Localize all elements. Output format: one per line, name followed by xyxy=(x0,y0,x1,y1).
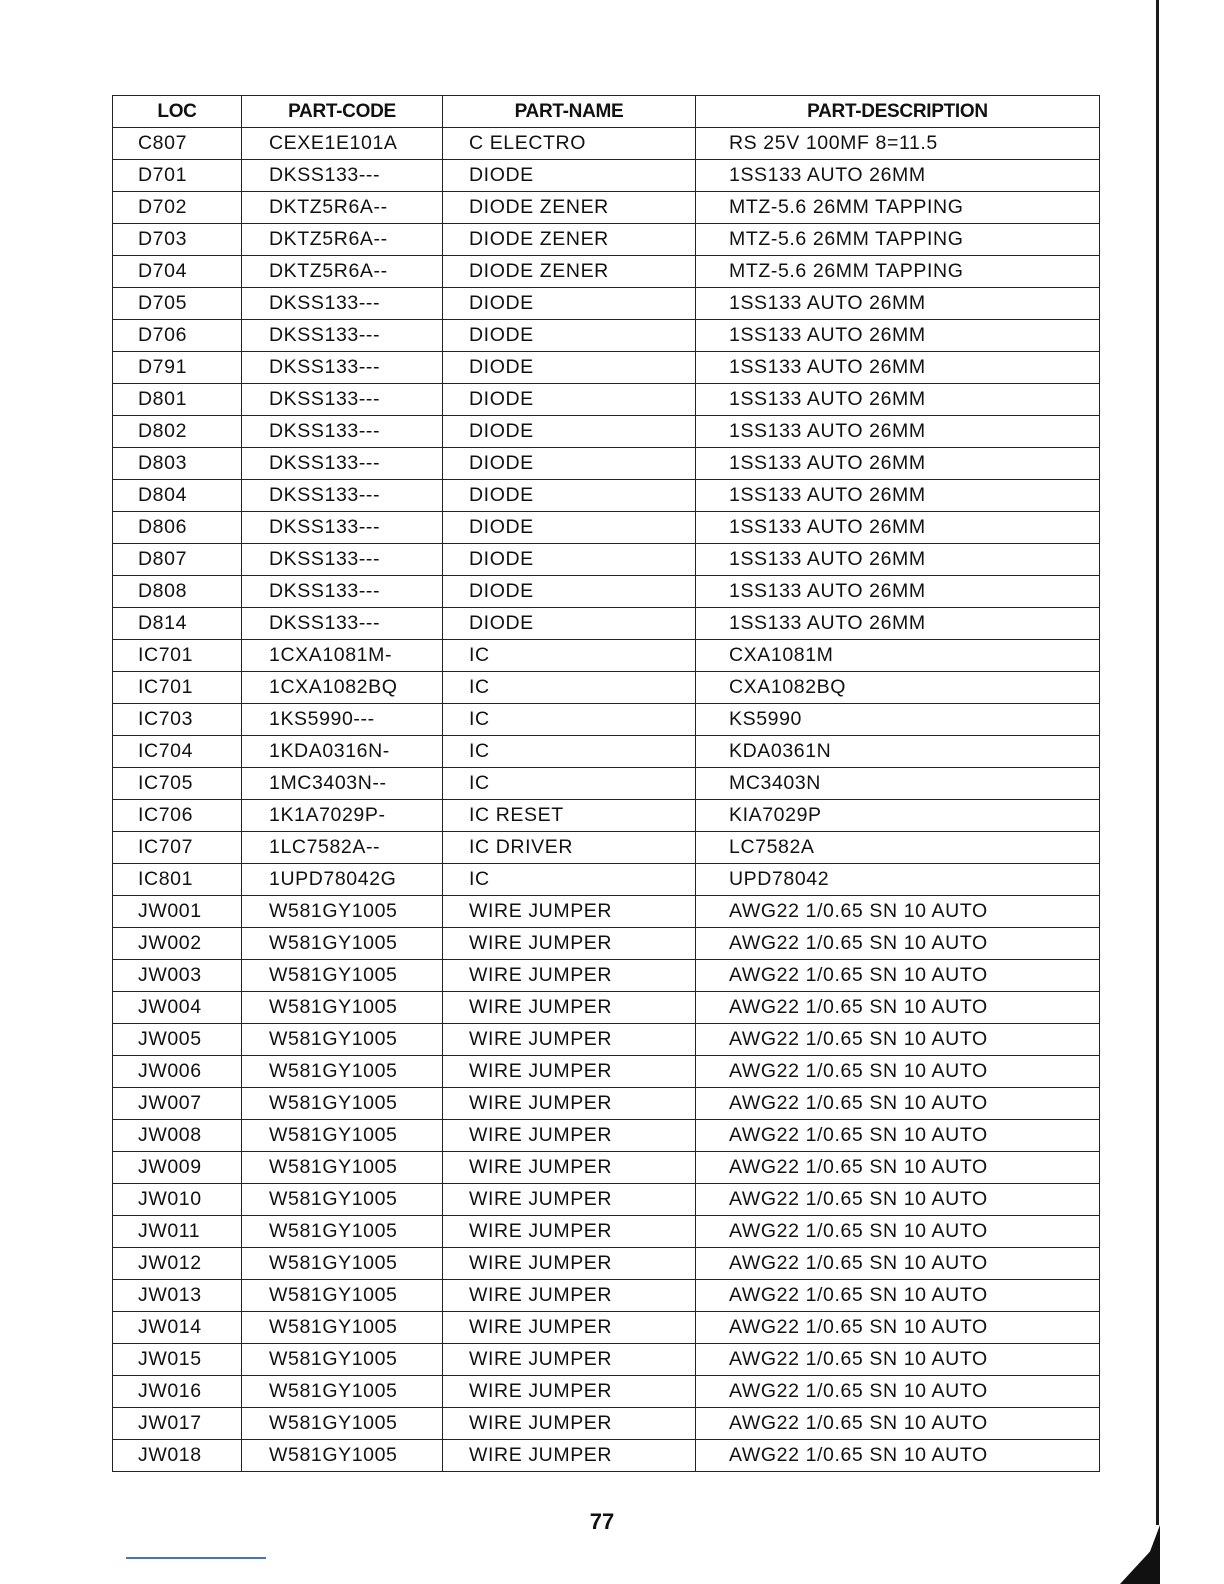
cell-part-description: AWG22 1/0.65 SN 10 AUTO xyxy=(696,1408,1100,1440)
cell-part-description: 1SS133 AUTO 26MM xyxy=(696,544,1100,576)
table-row xyxy=(113,800,1100,832)
cell-part-name: IC xyxy=(443,640,696,672)
cell-part-description: AWG22 1/0.65 SN 10 AUTO xyxy=(696,1376,1100,1408)
cell-part-code: W581GY1005 xyxy=(242,1440,443,1472)
cell-loc: JW009 xyxy=(113,1152,242,1184)
table-row xyxy=(113,1024,1100,1056)
table-row xyxy=(113,1152,1100,1184)
cell-part-name: WIRE JUMPER xyxy=(443,1376,696,1408)
table-row xyxy=(113,544,1100,576)
header-part-description: PART-DESCRIPTION xyxy=(696,96,1100,128)
footer-rule xyxy=(126,1557,266,1559)
cell-part-description: AWG22 1/0.65 SN 10 AUTO xyxy=(696,1120,1100,1152)
cell-part-name: WIRE JUMPER xyxy=(443,1216,696,1248)
cell-loc: JW001 xyxy=(113,896,242,928)
cell-part-code: DKSS133--- xyxy=(242,160,443,192)
cell-part-code: DKSS133--- xyxy=(242,576,443,608)
cell-part-code: DKSS133--- xyxy=(242,480,443,512)
table-row xyxy=(113,640,1100,672)
table-row xyxy=(113,128,1100,160)
cell-part-name: WIRE JUMPER xyxy=(443,1440,696,1472)
table-row xyxy=(113,352,1100,384)
cell-part-description: AWG22 1/0.65 SN 10 AUTO xyxy=(696,960,1100,992)
cell-part-name: WIRE JUMPER xyxy=(443,1088,696,1120)
cell-part-description: 1SS133 AUTO 26MM xyxy=(696,384,1100,416)
cell-part-code: 1CXA1082BQ xyxy=(242,672,443,704)
cell-part-description: 1SS133 AUTO 26MM xyxy=(696,576,1100,608)
cell-part-name: DIODE xyxy=(443,288,696,320)
cell-part-description: AWG22 1/0.65 SN 10 AUTO xyxy=(696,1440,1100,1472)
cell-part-code: 1LC7582A-- xyxy=(242,832,443,864)
cell-part-name: WIRE JUMPER xyxy=(443,960,696,992)
cell-part-name: DIODE xyxy=(443,352,696,384)
table-row xyxy=(113,832,1100,864)
table-row xyxy=(113,160,1100,192)
cell-loc: JW006 xyxy=(113,1056,242,1088)
cell-part-description: CXA1081M xyxy=(696,640,1100,672)
table-row xyxy=(113,864,1100,896)
table-row xyxy=(113,992,1100,1024)
table-row xyxy=(113,192,1100,224)
cell-part-name: WIRE JUMPER xyxy=(443,1056,696,1088)
cell-part-name: IC xyxy=(443,864,696,896)
cell-part-name: IC DRIVER xyxy=(443,832,696,864)
cell-part-name: WIRE JUMPER xyxy=(443,1248,696,1280)
cell-part-code: W581GY1005 xyxy=(242,1088,443,1120)
table-row xyxy=(113,1440,1100,1472)
cell-loc: IC701 xyxy=(113,640,242,672)
cell-loc: D701 xyxy=(113,160,242,192)
cell-part-name: DIODE ZENER xyxy=(443,192,696,224)
cell-part-code: 1UPD78042G xyxy=(242,864,443,896)
cell-loc: JW007 xyxy=(113,1088,242,1120)
table-row xyxy=(113,768,1100,800)
table-row xyxy=(113,1408,1100,1440)
cell-part-description: KIA7029P xyxy=(696,800,1100,832)
cell-part-name: WIRE JUMPER xyxy=(443,928,696,960)
table-row xyxy=(113,320,1100,352)
cell-part-name: DIODE xyxy=(443,160,696,192)
cell-loc: JW008 xyxy=(113,1120,242,1152)
cell-part-code: W581GY1005 xyxy=(242,1408,443,1440)
table-row xyxy=(113,896,1100,928)
header-loc: LOC xyxy=(113,96,242,128)
table-row xyxy=(113,1248,1100,1280)
cell-part-description: AWG22 1/0.65 SN 10 AUTO xyxy=(696,1248,1100,1280)
cell-part-code: CEXE1E101A xyxy=(242,128,443,160)
cell-part-code: DKSS133--- xyxy=(242,608,443,640)
cell-part-description: 1SS133 AUTO 26MM xyxy=(696,608,1100,640)
cell-part-code: 1KDA0316N- xyxy=(242,736,443,768)
cell-part-code: W581GY1005 xyxy=(242,1152,443,1184)
cell-loc: D704 xyxy=(113,256,242,288)
cell-part-description: AWG22 1/0.65 SN 10 AUTO xyxy=(696,1344,1100,1376)
cell-part-code: 1CXA1081M- xyxy=(242,640,443,672)
table-row xyxy=(113,672,1100,704)
cell-part-code: DKTZ5R6A-- xyxy=(242,256,443,288)
cell-part-description: KS5990 xyxy=(696,704,1100,736)
cell-part-description: AWG22 1/0.65 SN 10 AUTO xyxy=(696,1216,1100,1248)
cell-part-code: DKSS133--- xyxy=(242,320,443,352)
cell-part-description: 1SS133 AUTO 26MM xyxy=(696,288,1100,320)
cell-loc: D705 xyxy=(113,288,242,320)
cell-part-code: 1K1A7029P- xyxy=(242,800,443,832)
cell-part-name: WIRE JUMPER xyxy=(443,1408,696,1440)
table-row xyxy=(113,416,1100,448)
header-row xyxy=(113,96,1100,128)
table-row xyxy=(113,576,1100,608)
cell-part-name: C ELECTRO xyxy=(443,128,696,160)
cell-part-name: DIODE xyxy=(443,384,696,416)
cell-loc: JW016 xyxy=(113,1376,242,1408)
cell-part-name: WIRE JUMPER xyxy=(443,1152,696,1184)
cell-loc: JW015 xyxy=(113,1344,242,1376)
cell-part-code: W581GY1005 xyxy=(242,1024,443,1056)
cell-part-description: AWG22 1/0.65 SN 10 AUTO xyxy=(696,896,1100,928)
table-row xyxy=(113,1376,1100,1408)
cell-part-code: W581GY1005 xyxy=(242,1120,443,1152)
cell-part-code: W581GY1005 xyxy=(242,928,443,960)
cell-part-code: W581GY1005 xyxy=(242,1216,443,1248)
cell-part-name: IC xyxy=(443,672,696,704)
table-row xyxy=(113,1216,1100,1248)
table-row xyxy=(113,512,1100,544)
cell-part-name: DIODE xyxy=(443,608,696,640)
cell-part-description: 1SS133 AUTO 26MM xyxy=(696,320,1100,352)
cell-part-name: WIRE JUMPER xyxy=(443,992,696,1024)
cell-loc: IC707 xyxy=(113,832,242,864)
cell-loc: JW010 xyxy=(113,1184,242,1216)
cell-part-name: WIRE JUMPER xyxy=(443,1024,696,1056)
cell-part-name: DIODE xyxy=(443,416,696,448)
cell-loc: IC801 xyxy=(113,864,242,896)
cell-part-code: 1KS5990--- xyxy=(242,704,443,736)
cell-part-code: W581GY1005 xyxy=(242,1280,443,1312)
cell-part-code: W581GY1005 xyxy=(242,1344,443,1376)
cell-part-name: WIRE JUMPER xyxy=(443,1312,696,1344)
cell-part-description: UPD78042 xyxy=(696,864,1100,896)
cell-part-code: DKSS133--- xyxy=(242,384,443,416)
binding-edge-line xyxy=(1156,0,1159,1525)
table-row xyxy=(113,1184,1100,1216)
cell-part-description: 1SS133 AUTO 26MM xyxy=(696,512,1100,544)
cell-part-description: AWG22 1/0.65 SN 10 AUTO xyxy=(696,1024,1100,1056)
table-row xyxy=(113,1280,1100,1312)
cell-part-description: AWG22 1/0.65 SN 10 AUTO xyxy=(696,992,1100,1024)
cell-part-description: AWG22 1/0.65 SN 10 AUTO xyxy=(696,1056,1100,1088)
cell-part-description: LC7582A xyxy=(696,832,1100,864)
cell-loc: D803 xyxy=(113,448,242,480)
cell-part-code: DKSS133--- xyxy=(242,512,443,544)
cell-loc: JW017 xyxy=(113,1408,242,1440)
cell-part-name: IC xyxy=(443,736,696,768)
cell-loc: D791 xyxy=(113,352,242,384)
cell-part-code: 1MC3403N-- xyxy=(242,768,443,800)
cell-loc: JW013 xyxy=(113,1280,242,1312)
table-row xyxy=(113,1056,1100,1088)
cell-part-code: W581GY1005 xyxy=(242,1056,443,1088)
cell-part-code: DKSS133--- xyxy=(242,416,443,448)
page-number: 77 xyxy=(589,1509,615,1534)
table-row xyxy=(113,704,1100,736)
cell-part-description: 1SS133 AUTO 26MM xyxy=(696,160,1100,192)
cell-part-name: DIODE xyxy=(443,320,696,352)
cell-part-description: MC3403N xyxy=(696,768,1100,800)
cell-part-code: W581GY1005 xyxy=(242,896,443,928)
cell-loc: JW004 xyxy=(113,992,242,1024)
cell-loc: IC705 xyxy=(113,768,242,800)
cell-part-code: DKTZ5R6A-- xyxy=(242,192,443,224)
cell-loc: D801 xyxy=(113,384,242,416)
cell-part-description: RS 25V 100MF 8=11.5 xyxy=(696,128,1100,160)
cell-part-description: 1SS133 AUTO 26MM xyxy=(696,480,1100,512)
table-row xyxy=(113,1088,1100,1120)
cell-part-description: 1SS133 AUTO 26MM xyxy=(696,352,1100,384)
cell-part-name: DIODE xyxy=(443,512,696,544)
cell-loc: JW003 xyxy=(113,960,242,992)
cell-loc: D702 xyxy=(113,192,242,224)
cell-loc: C807 xyxy=(113,128,242,160)
table-header xyxy=(113,96,1100,128)
cell-part-description: AWG22 1/0.65 SN 10 AUTO xyxy=(696,928,1100,960)
header-part-name: PART-NAME xyxy=(443,96,696,128)
table-row xyxy=(113,256,1100,288)
table-row xyxy=(113,288,1100,320)
cell-part-name: DIODE ZENER xyxy=(443,224,696,256)
cell-loc: D706 xyxy=(113,320,242,352)
cell-part-name: DIODE ZENER xyxy=(443,256,696,288)
cell-part-name: WIRE JUMPER xyxy=(443,1184,696,1216)
cell-part-name: IC xyxy=(443,704,696,736)
cell-loc: D806 xyxy=(113,512,242,544)
cell-part-code: W581GY1005 xyxy=(242,1184,443,1216)
table-row xyxy=(113,960,1100,992)
cell-part-description: AWG22 1/0.65 SN 10 AUTO xyxy=(696,1152,1100,1184)
cell-part-description: MTZ-5.6 26MM TAPPING xyxy=(696,224,1100,256)
cell-part-code: W581GY1005 xyxy=(242,992,443,1024)
table-row xyxy=(113,1312,1100,1344)
table-body xyxy=(113,128,1100,1472)
cell-loc: JW002 xyxy=(113,928,242,960)
cell-loc: D703 xyxy=(113,224,242,256)
cell-part-name: WIRE JUMPER xyxy=(443,1280,696,1312)
parts-list-table xyxy=(112,95,1100,1472)
cell-loc: D814 xyxy=(113,608,242,640)
cell-part-code: DKSS133--- xyxy=(242,288,443,320)
cell-part-name: IC xyxy=(443,768,696,800)
cell-part-name: WIRE JUMPER xyxy=(443,1344,696,1376)
cell-part-code: DKTZ5R6A-- xyxy=(242,224,443,256)
cell-part-name: WIRE JUMPER xyxy=(443,1120,696,1152)
cell-part-code: W581GY1005 xyxy=(242,960,443,992)
cell-part-name: DIODE xyxy=(443,448,696,480)
cell-part-code: W581GY1005 xyxy=(242,1312,443,1344)
cell-part-description: AWG22 1/0.65 SN 10 AUTO xyxy=(696,1312,1100,1344)
cell-loc: IC703 xyxy=(113,704,242,736)
table-row xyxy=(113,224,1100,256)
cell-part-code: DKSS133--- xyxy=(242,352,443,384)
cell-loc: JW011 xyxy=(113,1216,242,1248)
cell-part-description: AWG22 1/0.65 SN 10 AUTO xyxy=(696,1280,1100,1312)
cell-part-name: DIODE xyxy=(443,576,696,608)
cell-loc: D807 xyxy=(113,544,242,576)
cell-loc: D804 xyxy=(113,480,242,512)
cell-part-description: MTZ-5.6 26MM TAPPING xyxy=(696,192,1100,224)
table-row xyxy=(113,736,1100,768)
cell-part-name: IC RESET xyxy=(443,800,696,832)
cell-part-description: AWG22 1/0.65 SN 10 AUTO xyxy=(696,1184,1100,1216)
table-row xyxy=(113,480,1100,512)
table-row xyxy=(113,1120,1100,1152)
cell-part-description: AWG22 1/0.65 SN 10 AUTO xyxy=(696,1088,1100,1120)
cell-loc: JW014 xyxy=(113,1312,242,1344)
table-row xyxy=(113,448,1100,480)
table-row xyxy=(113,608,1100,640)
cell-loc: IC704 xyxy=(113,736,242,768)
table-row xyxy=(113,384,1100,416)
header-part-code: PART-CODE xyxy=(242,96,443,128)
cell-part-description: KDA0361N xyxy=(696,736,1100,768)
cell-loc: D808 xyxy=(113,576,242,608)
cell-part-name: DIODE xyxy=(443,544,696,576)
cell-part-name: DIODE xyxy=(443,480,696,512)
table-row xyxy=(113,928,1100,960)
table-row xyxy=(113,1344,1100,1376)
cell-loc: JW018 xyxy=(113,1440,242,1472)
cell-part-code: W581GY1005 xyxy=(242,1248,443,1280)
cell-loc: IC706 xyxy=(113,800,242,832)
cell-loc: IC701 xyxy=(113,672,242,704)
cell-part-description: MTZ-5.6 26MM TAPPING xyxy=(696,256,1100,288)
cell-part-description: 1SS133 AUTO 26MM xyxy=(696,448,1100,480)
cell-loc: D802 xyxy=(113,416,242,448)
cell-part-description: CXA1082BQ xyxy=(696,672,1100,704)
cell-part-code: W581GY1005 xyxy=(242,1376,443,1408)
cell-part-code: DKSS133--- xyxy=(242,544,443,576)
cell-loc: JW005 xyxy=(113,1024,242,1056)
cell-loc: JW012 xyxy=(113,1248,242,1280)
cell-part-description: 1SS133 AUTO 26MM xyxy=(696,416,1100,448)
cell-part-code: DKSS133--- xyxy=(242,448,443,480)
cell-part-name: WIRE JUMPER xyxy=(443,896,696,928)
